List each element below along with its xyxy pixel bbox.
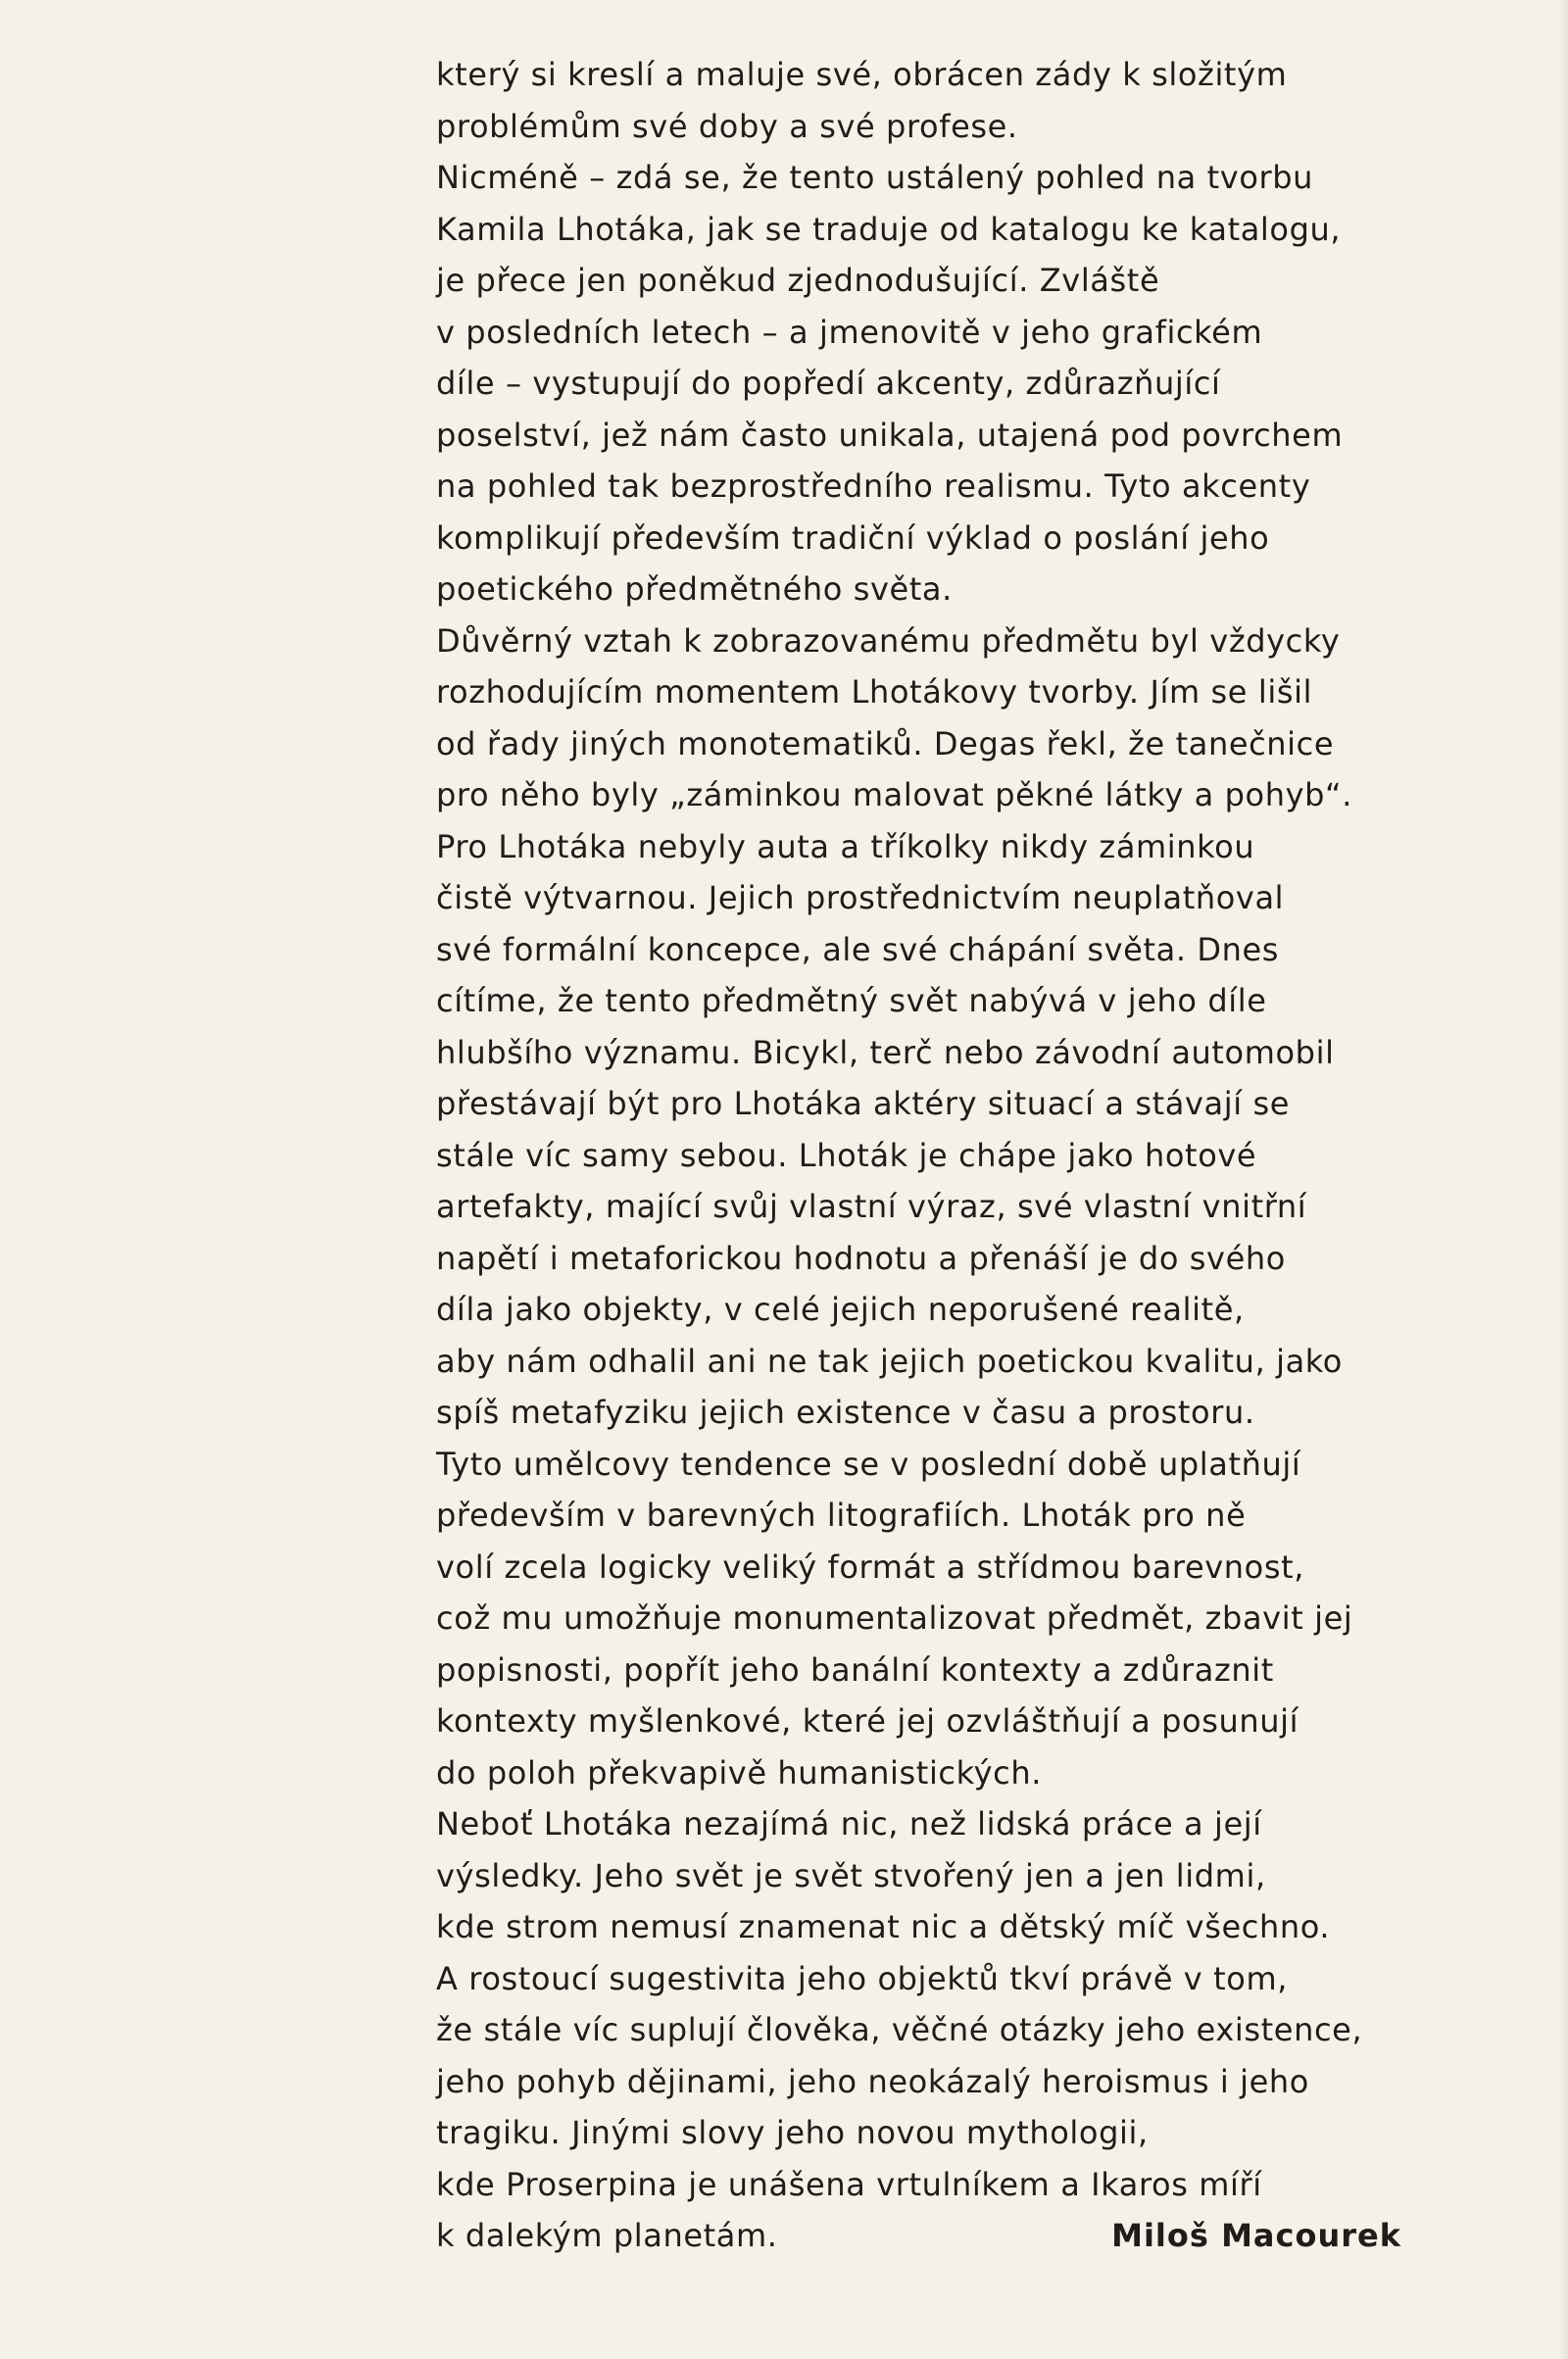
text-line: což mu umožňuje monumentalizovat předmět, zbavit jej <box>436 1599 1353 1637</box>
text-line: své formální koncepce, ale své chápání světa. Dnes <box>436 930 1280 968</box>
text-line: napětí i metaforickou hodnotu a přenáší je do svého <box>436 1239 1286 1277</box>
text-line: je přece jen poněkud zjednodušující. Zvláště <box>436 262 1160 299</box>
text-line: díla jako objekty, v celé jejich neporušené realitě, <box>436 1291 1245 1328</box>
last-text-line: k dalekým planetám. <box>436 2217 778 2254</box>
text-line: problémům své doby a své profese. <box>436 107 1018 145</box>
text-line: kde strom nemusí znamenat nic a dětský míč všechno. <box>436 1908 1331 1945</box>
text-line: na pohled tak bezprostředního realismu. Tyto akcenty <box>436 467 1311 505</box>
page-edge <box>1560 0 1568 2359</box>
text-line: kontexty myšlenkové, které jej ozvláštňují a posunují <box>436 1702 1299 1740</box>
text-line: cítíme, že tento předmětný svět nabývá v jeho díle <box>436 982 1267 1019</box>
text-line: Neboť Lhotáka nezajímá nic, než lidská práce a její <box>436 1805 1262 1843</box>
text-line: v posledních letech – a jmenovitě v jeho grafickém <box>436 313 1263 351</box>
text-line: od řady jiných monotematiků. Degas řekl, že tanečnice <box>436 724 1335 762</box>
text-line: poetického předmětného světa. <box>436 570 953 608</box>
text-line: volí zcela logicky veliký formát a střídmou barevnost, <box>436 1548 1305 1586</box>
text-line: čistě výtvarnou. Jejich prostřednictvím neuplatňoval <box>436 879 1285 916</box>
closing-line <box>436 2210 1401 2262</box>
text-line: výsledky. Jeho svět je svět stvořený jen a jen lidmi, <box>436 1856 1266 1894</box>
text-line: rozhodujícím momentem Lhotákovy tvorby. Jím se lišil <box>436 673 1313 711</box>
text-line: jeho pohyb dějinami, jeho neokázalý heroismus i jeho <box>436 2062 1309 2100</box>
author-signature: Miloš Macourek <box>1111 2217 1401 2254</box>
text-line: komplikují především tradiční výklad o poslání jeho <box>436 518 1270 557</box>
text-line: že stále víc suplují člověka, věčné otázky jeho existence, <box>436 2011 1363 2048</box>
text-line: popisnosti, popřít jeho banální kontexty a zdůraznit <box>436 1650 1274 1689</box>
text-line: Pro Lhotáka nebyly auta a tříkolky nikdy záminkou <box>436 827 1255 865</box>
text-line: přestávají být pro Lhotáka aktéry situací a stávají se <box>436 1085 1291 1122</box>
text-line: hlubšího významu. Bicykl, terč nebo závodní automobil <box>436 1033 1335 1071</box>
text-line: Důvěrný vztah k zobrazovanému předmětu byl vždycky <box>436 621 1341 660</box>
text-line: Nicméně – zdá se, že tento ustálený pohled na tvorbu <box>436 159 1314 196</box>
text-line: do poloh překvapivě humanistických. <box>436 1753 1042 1792</box>
text-line: Kamila Lhotáka, jak se traduje od katalogu ke katalogu, <box>436 210 1342 248</box>
text-line: poselství, jež nám často unikala, utajená pod povrchem <box>436 416 1344 454</box>
text-line: díle – vystupují do popředí akcenty, zdůrazňující <box>436 365 1221 402</box>
text-line: tragiku. Jinými slovy jeho novou mythologii, <box>436 2114 1149 2151</box>
article-text <box>436 49 1416 2262</box>
text-line: který si kreslí a maluje své, obrácen zády k složitým <box>436 56 1288 93</box>
text-line: kde Proserpina je unášena vrtulníkem a Ikaros míří <box>436 2165 1262 2203</box>
text-line: především v barevných litografiích. Lhoták pro ně <box>436 1497 1247 1534</box>
text-line: pro něho byly „záminkou malovat pěkné látky a pohyb“. <box>436 776 1353 813</box>
text-line: Tyto umělcovy tendence se v poslední době uplatňují <box>436 1445 1301 1483</box>
text-line: spíš metafyziku jejich existence v času a prostoru. <box>436 1394 1255 1431</box>
text-line: A rostoucí sugestivita jeho objektů tkví právě v tom, <box>436 1959 1288 1997</box>
text-line: aby nám odhalil ani ne tak jejich poetickou kvalitu, jako <box>436 1342 1343 1380</box>
text-line: artefakty, mající svůj vlastní výraz, své vlastní vnitřní <box>436 1188 1307 1225</box>
text-line: stále víc samy sebou. Lhoták je chápe jako hotové <box>436 1136 1257 1174</box>
